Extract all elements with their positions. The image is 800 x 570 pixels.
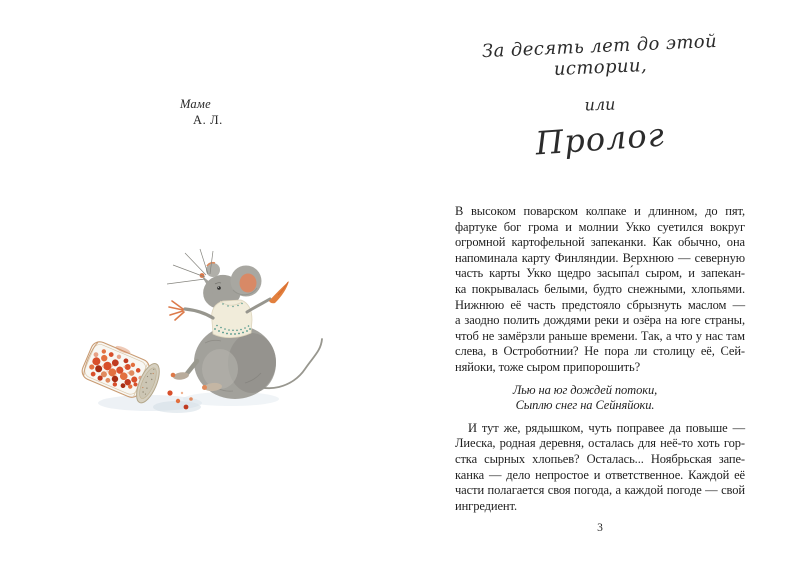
paragraph-1 xyxy=(455,204,745,376)
mouse xyxy=(167,249,289,399)
left-paw xyxy=(169,301,184,320)
verse xyxy=(455,383,745,414)
whiskers xyxy=(167,249,213,284)
text-line: канка — дело непростое и ответственное. Каждой её xyxy=(455,467,745,482)
page-number: 3 xyxy=(597,522,603,534)
paragraph-2 xyxy=(455,421,745,515)
dedication-line-1: Маме xyxy=(180,97,211,111)
text-line: части полагается своя погода, а каждой погоде — свой xyxy=(455,483,745,498)
mouse-with-berry-jar-illustration xyxy=(55,243,355,453)
text-line: Сыплю снег на Сейняйоки. xyxy=(515,398,655,413)
chapter-title-line-3: Пролог xyxy=(534,115,666,163)
text-line: И тут же, рядышком, чуть поправее да повыше — xyxy=(468,420,745,435)
text-line: няйоки, тоже сыром припорошить? xyxy=(455,359,641,374)
right-page xyxy=(400,0,800,570)
chapter-title-line-1: За десять лет до этой истории, xyxy=(481,30,718,81)
chapter-title-line-2: или xyxy=(584,94,616,115)
chapter-title xyxy=(455,30,745,163)
text-line: напоминала карту Финляндии. Верхнюю — северную xyxy=(455,250,745,265)
text-line: Лью на юг дождей потоки, xyxy=(512,382,658,397)
text-line: фартуке бог грома и молнии Укко суетился вокруг xyxy=(455,219,745,234)
text-line: ингредиент. xyxy=(455,498,517,513)
text-line: часть карты Укко щедро засыпа́л сыром, и запекан- xyxy=(455,266,745,281)
dedication xyxy=(180,97,223,128)
text-line: Нижнюю её часть предстояло сбрызнуть маслом — xyxy=(455,297,745,312)
text-line: ка покрывалась белыми, будто снежными, хлопьями. xyxy=(455,281,745,296)
text-line: огромной картофельной запеканки. Как обычно, она xyxy=(455,235,745,250)
body-text xyxy=(455,204,745,514)
text-line: чтоб не замёрзли раньше времени. Так, а что у нас там xyxy=(455,328,745,343)
dedication-line-2: А. Л. xyxy=(193,112,223,127)
text-line: В высоком поварском колпаке и длинном, до пят, xyxy=(455,204,745,218)
text-line: стка сырных хлопьев? Осталась... Ноябрьская запе- xyxy=(455,451,745,466)
text-line: а заодно полить дождями реки и озёра на юге страны, xyxy=(455,313,745,328)
text-line: Лиеска, родная деревня, осталась для неё-то хоть гор- xyxy=(455,436,745,451)
text-line: слева, в Остроботнии? Не пора ли столицу её, Сей- xyxy=(455,344,745,359)
